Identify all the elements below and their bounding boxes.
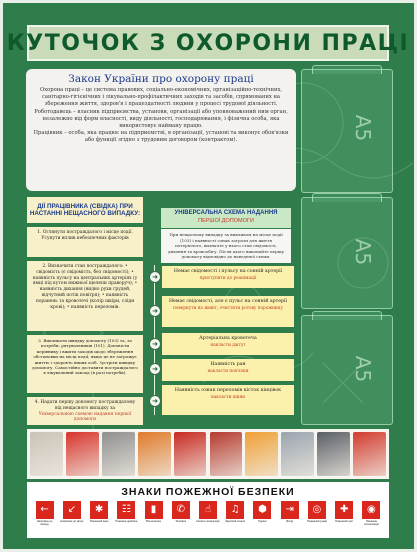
first-aid-step-action: накласти пов'язки [207, 368, 249, 374]
first-aid-step-text: Наявність ознак переломів кісток кінцівок [174, 388, 282, 393]
arrow-right-icon: ➜ [149, 305, 161, 317]
fire-safety-sign-caption: Телефон [175, 520, 187, 523]
extinguisher-icon: ▮ [145, 501, 163, 519]
first-aid-step [162, 385, 294, 415]
fire-safety-sign [196, 501, 220, 523]
worker-action-highlight: Універсальною схемою надання першої допомоги [38, 411, 132, 423]
arrow-right-icon: ➜ [149, 395, 161, 407]
fire-safety-sign-caption: Вогнегасник [146, 520, 161, 523]
poster-title: КУТОЧОК З ОХОРОНИ ПРАЦІ [6, 30, 410, 56]
fire-safety-signs-heading: ЗНАКИ ПОЖЕЖНОЇ БЕЗПЕКИ [121, 486, 295, 498]
fire-safety-pictures [27, 429, 389, 479]
first-aid-step-text: Немає свідомості, але є пульс на сонній артерії [168, 299, 288, 304]
a5-pocket-3[interactable] [301, 315, 393, 425]
fire-safety-sign [359, 501, 383, 526]
first-aid-step [162, 359, 294, 381]
worker-action-step [27, 335, 143, 393]
worker-action-text: 4. Надати першу допомогу постраждалому від нещасного випадку за [34, 400, 136, 411]
hand-button-icon: ☝ [199, 501, 217, 519]
a5-pocket-2[interactable] [301, 197, 393, 309]
first-aid-step-text: Артеріальна кровотеча [199, 336, 257, 341]
labor-law-paragraph: Роботодавець – власник підприємства, установи, організації або уповноважений ним орган, незалежно від форм власності, виду діяльності, господарювання, і фізична особа, яка використовує найману працю. [34, 108, 288, 129]
labor-law-panel [26, 69, 296, 191]
fire-safety-sign-caption: Напрямок до місця [60, 520, 84, 523]
fire-safety-signs-band [27, 482, 389, 538]
first-aid-scheme-subheading: ПЕРШОЇ ДОПОМОГИ [198, 217, 254, 224]
fire-safety-sign-caption: Вихід [286, 520, 293, 523]
first-aid-step-action: накласти джгут [210, 342, 246, 348]
first-aid-step-text: Немає свідомості і пульсу на сонній артерії [173, 269, 283, 274]
worker-picture [30, 432, 63, 476]
fire-safety-sign-caption: Пожежна сигналізація [363, 520, 379, 526]
fire-safety-sign [114, 501, 138, 523]
labor-law-heading: Закон України про охорону праці [68, 73, 254, 85]
arrow-right-icon: ➜ [149, 363, 161, 375]
arrow-diagonal-icon: ↙ [63, 501, 81, 519]
hydrant-icon: ⬢ [253, 501, 271, 519]
first-aid-scheme-intro: При нещасному випадку за викликом на місце події (103) і наявності ознак загрози для життя потерпілого, визначте у нього стан свідомості, дихання та кровообігу. Після цього виконайте першу допомогу відповідно до наведеної схеми. [161, 229, 291, 263]
fire-point-icon: ✚ [335, 501, 353, 519]
fire-safety-sign-caption: Гідрант [257, 520, 267, 523]
pocket-tab [312, 311, 382, 320]
fire-safety-sign [332, 501, 356, 523]
poster-title-bar [6, 25, 410, 61]
fire-hose-picture [102, 432, 135, 476]
gas-cylinder-picture [210, 432, 243, 476]
arrow-right-icon: ➜ [149, 338, 161, 350]
worker-action-text: 3. Викликати швидку допомогу (103) та, за потреби, рятувальників (101). Доповісти керівнику і вжити заходів щодо збереження обстановки на місці події, якщо це не загрожує життю і здоров'ю інших осіб. Зустріти швидку допомогу. Самостійно доставити постраждалого в лікувальний заклад (в разі потреби). [32, 338, 138, 376]
fire-safety-sign [33, 501, 57, 526]
worker-actions-heading: ДІЇ ПРАЦІВНИКА (СВІДКА) ПРИ НАСТАННІ НЕЩАСНОГО ВИПАДКУ: [29, 202, 141, 217]
pocket-label: А5 [350, 355, 375, 383]
first-aid-step-action: накласти шини [210, 394, 246, 400]
worker-action-text: 2. Визначити стан постраждалого: • свідомість (є свідомість, без свідомості); • наявність пульсу на центральних артеріях (у ямці під кутом нижньої щелепи праворуч); • наявність дихання (видно рухи грудей, відчутний потік повітря); • наявність поранень та кровотечі (колір шкіри, сліди крові); • наявність переломів. [32, 264, 138, 310]
labor-law-paragraph: Охорона праці – це система правових, соціально-економічних, організаційно-технічних, санітарно-гігієнічних і лікувально-профілактичних заходів та засобів, спрямованих на збереження життя, здоров'я і працездатності людини у процесі трудової діяльності. [39, 87, 283, 107]
fire-safety-sign-caption: Пожежна драбина [115, 520, 138, 523]
fire-safety-sign [142, 501, 166, 523]
first-aid-step-action: повернути на живіт, очистити ротову порожнину [173, 305, 283, 311]
a5-pocket-1[interactable] [301, 69, 393, 193]
worker-action-step [27, 261, 143, 331]
first-aid-step [162, 266, 294, 288]
pocket-label: А5 [350, 238, 375, 265]
flames-picture [245, 432, 278, 476]
fire-safety-sign-caption: Напрямок до виходу [36, 520, 53, 526]
bell-icon: ♫ [226, 501, 244, 519]
phone-icon: ✆ [172, 501, 190, 519]
first-aid-scheme-heading: УНІВЕРСАЛЬНА СХЕМА НАДАННЯ [174, 210, 278, 216]
sparks-picture [317, 432, 350, 476]
worker-action-step [27, 397, 143, 425]
pocket-tab [312, 65, 382, 74]
fire-safety-sign-caption: Пожежний щит [335, 520, 354, 523]
fire-safety-sign [278, 501, 302, 523]
first-aid-step-text: Наявність ран [210, 362, 246, 367]
first-aid-step [162, 333, 294, 355]
worker-action-text: 1. Оглянути постраждалого і місце події. Усунути вплив небезпечних факторів [37, 230, 133, 241]
sprinkler-icon: ✱ [90, 501, 108, 519]
fire-safety-sign-caption: Кнопка сигналізації [196, 520, 220, 523]
arrow-left-icon: ← [36, 501, 54, 519]
arrow-right-icon: ➜ [149, 271, 161, 283]
fire-safety-sign-caption: Звуковий сигнал [225, 520, 246, 523]
worker-action-step [27, 227, 143, 257]
fire-safety-sign-caption: Пожежний кран [89, 520, 109, 523]
alarm-icon: ◉ [362, 501, 380, 519]
fire-picture [138, 432, 171, 476]
exit-icon: ⇥ [281, 501, 299, 519]
fire-safety-sign [169, 501, 193, 523]
first-aid-step-action: приступити до реанімації [199, 275, 257, 281]
extinguisher-picture [174, 432, 207, 476]
hose-icon: ◎ [308, 501, 326, 519]
first-aid-step [162, 296, 294, 327]
pocket-label: А5 [350, 115, 375, 142]
ladder-icon: ☷ [117, 501, 135, 519]
electrical-picture [281, 432, 314, 476]
fire-safety-sign [223, 501, 247, 523]
first-aid-scheme-heading-box [161, 208, 291, 228]
fire-alarm-picture [66, 432, 99, 476]
fire-safety-sign [60, 501, 84, 523]
hazard-picture [353, 432, 386, 476]
worker-actions-heading-box [27, 197, 143, 223]
pocket-tab [312, 193, 382, 202]
fire-safety-sign-caption: Пожежний рукав [306, 520, 327, 523]
fire-safety-sign [305, 501, 329, 523]
fire-safety-sign [87, 501, 111, 523]
fire-safety-sign [250, 501, 274, 523]
labor-law-paragraph: Працівник – особа, яка працює на підприємстві, в організації, установі та виконує обов'язки або функції згідно з трудовим договором (контрактом). [33, 130, 289, 144]
